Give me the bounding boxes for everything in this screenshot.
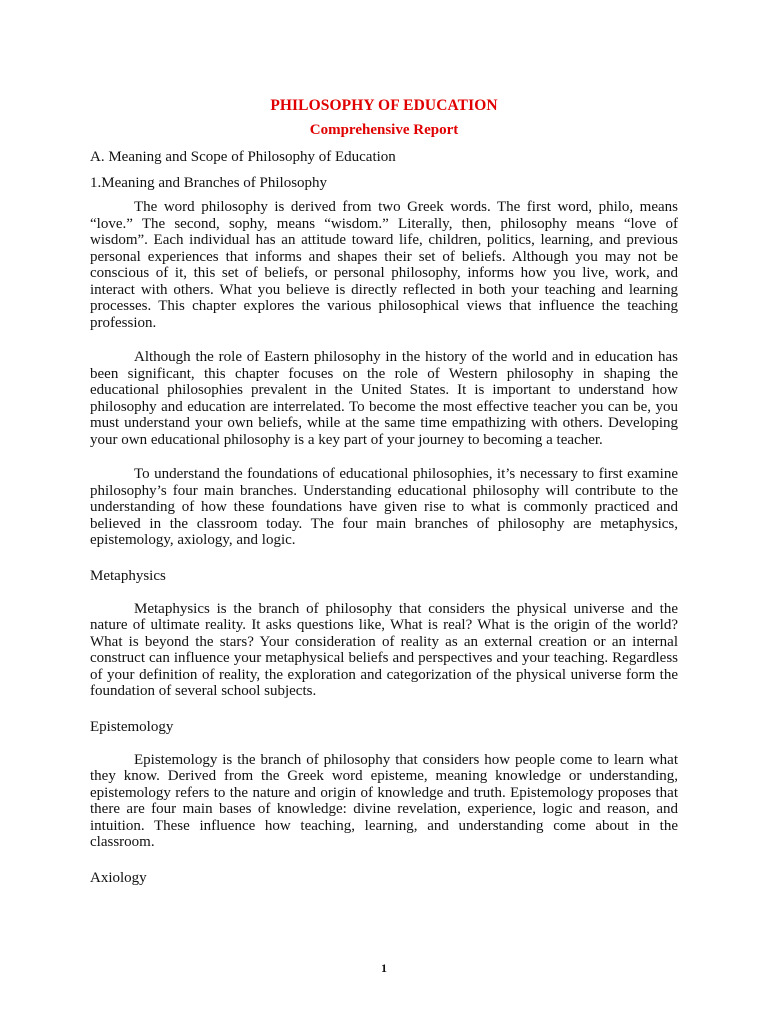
document-subtitle: Comprehensive Report [309, 122, 459, 138]
heading-metaphysics: Metaphysics [90, 567, 166, 584]
heading-axiology: Axiology [90, 869, 147, 886]
paragraph-metaphysics: Metaphysics is the branch of philosophy that considers the physical universe and the nature of ultimate reality. It asks questions like, What is real? What is the origin of the world? What is beyond the stars? Your consideration of reality as an external creation or an internal construct can influence your metaphysical beliefs and perspectives and your teaching. Regardless of your definition of reality, the exploration and categorization of the physical universe form the foundation of several school subjects. [90, 600, 678, 699]
paragraph-eastern-western: Although the role of Eastern philosophy in the history of the world and in education has been significant, this chapter focuses on the role of Western philosophy in shaping the educational philosophies prevalent in the United States. It is important to understand how philosophy and education are interrelated. To become the most effective teacher you can be, you must understand your own beliefs, while at the same time empathizing with others. Developing your own educational philosophy is a key part of your journey to becoming a teacher. [90, 349, 678, 448]
paragraph-epistemology: Epistemology is the branch of philosophy that considers how people come to learn what they know. Derived from the Greek word episteme, meaning knowledge or understanding, epistemology refers to the nature and origin of knowledge and truth. Epistemology proposes that there are four main bases of knowledge: divine revelation, experience, logic and reason, and intuition. These influence how teaching, learning, and understanding come about in the classroom. [90, 751, 678, 850]
document-title: PHILOSOPHY OF EDUCATION [270, 97, 498, 114]
page-number: 1 [381, 961, 387, 975]
subsection-heading-1: 1.Meaning and Branches of Philosophy [90, 175, 328, 191]
paragraph-four-branches: To understand the foundations of educational philosophies, it’s necessary to first examine philosophy’s four main branches. Understanding educational philosophy will contribute to the understanding of how these foundations have given rise to what is commonly practiced and believed in the classroom today. The four main branches of philosophy are metaphysics, epistemology, axiology, and logic. [90, 466, 678, 548]
paragraph-philosophy-definition: The word philosophy is derived from two Greek words. The first word, philo, means “love.” The second, sophy, means “wisdom.” Literally, then, philosophy means “love of wisdom”. Each individual has an attitude toward life, children, politics, learning, and previous personal experiences that informs and shapes their set of beliefs. Although you may not be conscious of it, this set of beliefs, or personal philosophy, informs how you live, work, and interact with others. What you believe is directly reflected in both your teaching and learning processes. This chapter explores the various philosophical views that influence the teaching profession. [90, 199, 678, 331]
section-heading-a: A. Meaning and Scope of Philosophy of Education [90, 149, 396, 165]
heading-epistemology: Epistemology [90, 718, 174, 735]
document-body [90, 95, 678, 888]
